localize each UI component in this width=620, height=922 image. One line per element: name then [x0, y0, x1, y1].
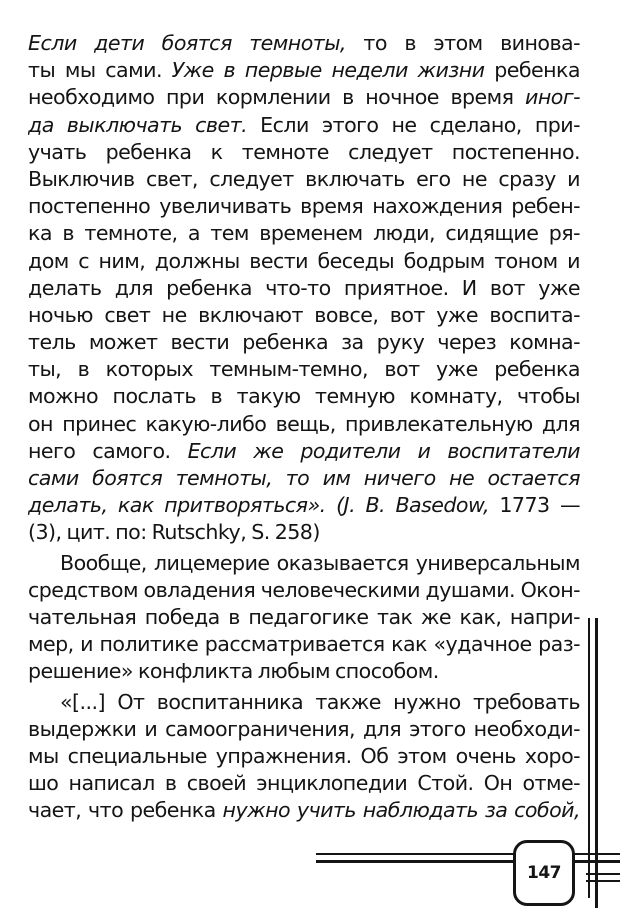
text-span: он принес какую-либо вещь, привлекательную для	[28, 411, 580, 436]
italic-span: Если же родители и воспитатели	[187, 438, 580, 463]
text-span: решение» конфликта любым способом.	[28, 659, 439, 684]
text-line	[28, 689, 580, 716]
text-line	[28, 797, 580, 824]
text-line	[28, 166, 580, 193]
text-span: ка в темноте, а тем временем люди, сидящие ря-	[28, 221, 580, 246]
text-span: ты мы сами.	[28, 58, 172, 83]
text-span: 1773 —	[488, 493, 580, 518]
text-line	[28, 631, 580, 658]
text-line	[28, 438, 580, 465]
text-line	[28, 770, 580, 797]
text-line	[28, 492, 580, 519]
text-line	[28, 519, 580, 546]
footer-tick	[586, 880, 620, 882]
text-line	[28, 604, 580, 631]
text-span: (3), цит. по: Rutschky, S. 258)	[28, 520, 320, 545]
text-span: тель может вести ребенка за руку через комна-	[28, 330, 580, 355]
text-line	[28, 248, 580, 275]
text-line	[28, 329, 580, 356]
text-line	[28, 411, 580, 438]
text-span: Выключив свет, следует включать его не сразу и	[28, 166, 580, 191]
italic-span: да выключать свет.	[28, 112, 248, 137]
text-line	[28, 139, 580, 166]
text-span: постепенно увеличивать время нахождения ребен-	[28, 194, 580, 219]
text-span: Если этого не сделано, при-	[247, 112, 580, 137]
text-line	[28, 383, 580, 410]
text-line	[28, 193, 580, 220]
text-line	[28, 743, 580, 770]
text-line	[28, 220, 580, 247]
text-line	[28, 577, 580, 604]
text-span: необходимо при кормлении в ночное время	[28, 85, 526, 110]
text-line	[28, 356, 580, 383]
text-line	[28, 550, 580, 577]
text-span: шо написал в своей энциклопедии Стой. Он отме-	[28, 771, 580, 796]
italic-span: делать, как притворяться». (J. B. Basedow,	[28, 493, 489, 518]
text-line	[28, 57, 580, 84]
text-line	[28, 84, 580, 111]
text-span: чает, что ребенка	[28, 798, 223, 823]
text-span: средством овладения человеческими душами. Окон-	[28, 577, 580, 602]
text-line	[28, 112, 580, 139]
text-line	[28, 716, 580, 743]
text-span: мер, и политике рассматривается как «удачное раз-	[28, 632, 580, 657]
text-line	[28, 30, 580, 57]
text-span: него самого.	[28, 438, 188, 463]
margin-rule-vertical-thick	[595, 618, 598, 908]
text-span: ты, в которых темным-темно, вот уже ребенка	[28, 357, 580, 382]
text-span: дом с ним, должны вести беседы бодрым тоном и	[28, 248, 580, 273]
text-span: Вообще, лицемерие оказывается универсальным	[60, 550, 580, 575]
italic-span: иног-	[525, 85, 580, 110]
text-span: ребенка	[484, 58, 580, 83]
footer-tick	[586, 873, 620, 875]
italic-span: нужно учить наблюдать за собой,	[222, 798, 580, 823]
italic-span: Если дети боятся темноты,	[28, 31, 346, 55]
italic-span: сами боятся темноты, то им ничего не остается	[28, 466, 580, 490]
italic-span: Уже в первые недели жизни	[171, 58, 485, 83]
text-span: то в этом винова-	[345, 31, 580, 55]
text-line	[28, 465, 580, 492]
text-span: делать для ребенка что-то приятное. И вот уже	[28, 275, 580, 300]
text-span: мы специальные упражнения. Об этом очень хоро-	[28, 743, 580, 768]
text-line	[28, 302, 580, 329]
text-line	[28, 658, 580, 685]
text-span: учать ребенка к темноте следует постепенно.	[28, 139, 580, 164]
margin-rule-vertical	[588, 618, 590, 898]
text-span: ночью свет не включают вовсе, вот уже воспита-	[28, 302, 580, 327]
text-span: чательная победа в педагогике так же как, напри-	[28, 604, 580, 629]
text-line	[28, 275, 580, 302]
text-span: можно послать в такую темную комнату, чтобы	[28, 384, 580, 409]
text-span: выдержки и самоограничения, для этого необходи-	[28, 716, 580, 741]
page-number: 147	[513, 840, 575, 906]
body-text	[28, 30, 580, 824]
text-span: «[...] От воспитанника также нужно требовать	[60, 689, 580, 714]
